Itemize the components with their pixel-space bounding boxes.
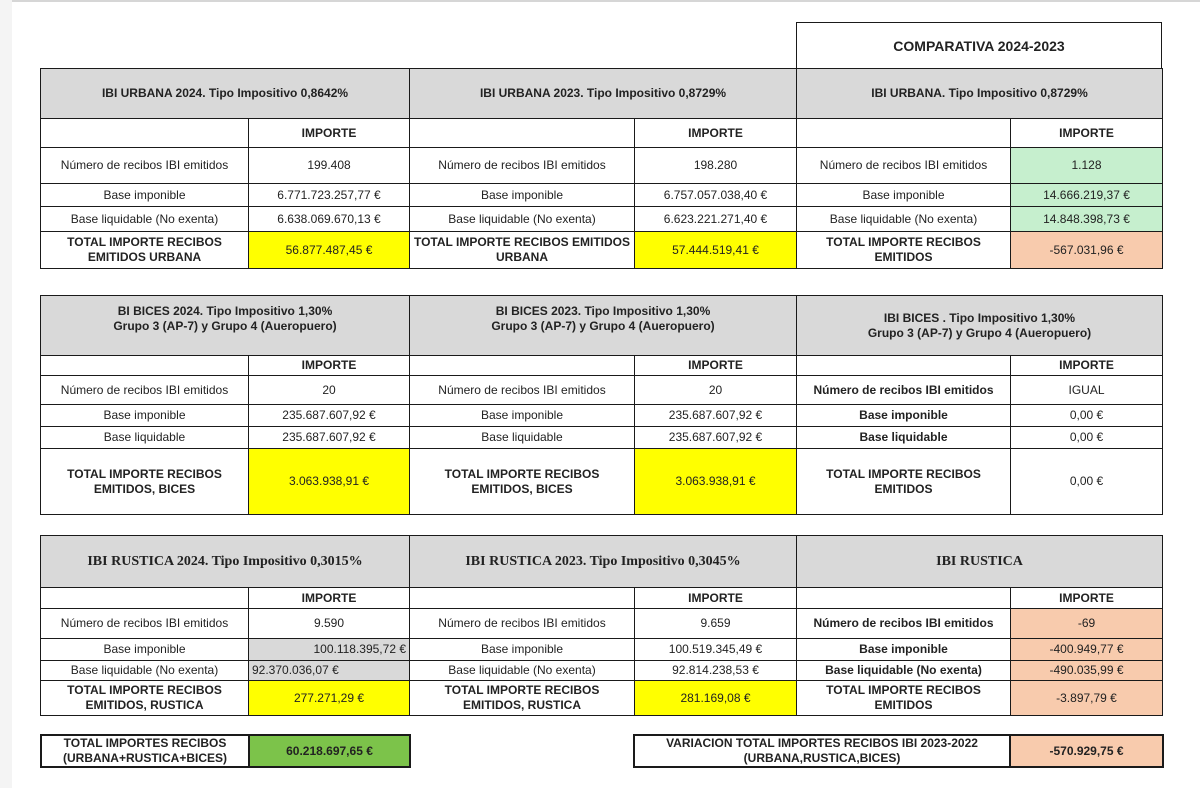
total-label: TOTAL IMPORTE RECIBOS EMITIDOS, BICES [41, 449, 249, 515]
total-value: 3.063.938,91 € [249, 449, 410, 515]
row-value: -400.949,77 € [1011, 639, 1163, 661]
table-title: IBI RUSTICA 2024. Tipo Impositivo 0,3015% [41, 536, 410, 588]
table-subtitle: Grupo 3 (AP-7) y Grupo 4 (Aueropuero) [491, 318, 715, 333]
total-value: 56.877.487,45 € [249, 232, 410, 269]
total-row [797, 232, 1163, 269]
table-title: IBI BICES . Tipo Impositivo 1,30% [883, 310, 1076, 325]
row-value: 92.814.238,53 € [635, 661, 797, 681]
total-value: -567.031,96 € [1011, 232, 1163, 269]
table-row [797, 405, 1163, 427]
comparativa-title: COMPARATIVA 2024-2023 [796, 22, 1162, 69]
column-header: IMPORTE [1011, 356, 1163, 376]
row-label: Número de recibos IBI emitidos [410, 609, 635, 639]
column-header: IMPORTE [1011, 588, 1163, 609]
row-value: 6.771.723.257,77 € [249, 184, 410, 207]
blank-cell [410, 356, 635, 376]
row-value: 235.687.607,92 € [249, 405, 410, 427]
row-value: 198.280 [635, 148, 797, 184]
total-label: TOTAL IMPORTE RECIBOS EMITIDOS, RUSTICA [410, 681, 635, 716]
blank-cell [41, 588, 249, 609]
table-row [797, 184, 1163, 207]
row-value: 92.370.036,07 € [249, 661, 410, 681]
row-label: Número de recibos IBI emitidos [410, 376, 635, 405]
total-row [797, 681, 1163, 716]
row-value: 235.687.607,92 € [635, 405, 797, 427]
total-value: 281.169,08 € [635, 681, 797, 716]
table-row [41, 639, 410, 661]
table-row [410, 639, 797, 661]
table-title: IBI URBANA. Tipo Impositivo 0,8729% [797, 69, 1163, 119]
total-row [41, 449, 410, 515]
table-row [41, 207, 410, 232]
blank-cell [797, 588, 1011, 609]
column-header: IMPORTE [249, 588, 410, 609]
row-label: Número de recibos IBI emitidos [410, 148, 635, 184]
table-row [797, 427, 1163, 449]
column-header: IMPORTE [635, 356, 797, 376]
row-value: 0,00 € [1011, 405, 1163, 427]
column-header: IMPORTE [249, 356, 410, 376]
row-label: Base liquidable [41, 427, 249, 449]
table-row [797, 148, 1163, 184]
bices-2024-table [40, 295, 410, 515]
row-label: Base liquidable (No exenta) [410, 207, 635, 232]
total-row [797, 449, 1163, 515]
row-value: IGUAL [1011, 376, 1163, 405]
blank-cell [41, 119, 249, 148]
table-row [797, 661, 1163, 681]
table-row [41, 376, 410, 405]
total-label: TOTAL IMPORTE RECIBOS EMITIDOS, RUSTICA [41, 681, 249, 716]
row-label: Base imponible [41, 405, 249, 427]
row-label: Número de recibos IBI emitidos [41, 609, 249, 639]
table-row [41, 609, 410, 639]
urbana-2023-table [409, 68, 797, 269]
row-value: 9.659 [635, 609, 797, 639]
column-header: IMPORTE [635, 119, 797, 148]
rustica-2023-table [409, 535, 797, 716]
table-row [410, 207, 797, 232]
row-label: Número de recibos IBI emitidos [797, 376, 1011, 405]
row-label: Base imponible [410, 639, 635, 661]
row-label: Base imponible [797, 405, 1011, 427]
table-row [410, 376, 797, 405]
top-divider [12, 0, 1200, 2]
total-row [41, 232, 410, 269]
rustica-2024-table [40, 535, 410, 716]
urbana-2024-table [40, 68, 410, 269]
row-value: 0,00 € [1011, 427, 1163, 449]
row-value: 9.590 [249, 609, 410, 639]
grand-total-table [40, 734, 411, 768]
total-value: 277.271,29 € [249, 681, 410, 716]
table-row [41, 427, 410, 449]
table-title: BI BICES 2023. Tipo Impositivo 1,30% [495, 303, 711, 318]
row-value: 20 [249, 376, 410, 405]
total-label: TOTAL IMPORTE RECIBOS EMITIDOS [797, 681, 1011, 716]
bices-comparativa-table [796, 295, 1163, 515]
total-row [410, 449, 797, 515]
table-row [410, 148, 797, 184]
row-label: Base liquidable (No exenta) [41, 207, 249, 232]
column-header: IMPORTE [249, 119, 410, 148]
variation-label: VARIACION TOTAL IMPORTES RECIBOS IBI 2023-2022 (URBANA,RUSTICA,BICES) [634, 735, 1010, 767]
table-title: IBI URBANA 2023. Tipo Impositivo 0,8729% [410, 69, 797, 119]
row-label: Número de recibos IBI emitidos [797, 148, 1011, 184]
row-label: Base imponible [41, 184, 249, 207]
blank-cell [41, 356, 249, 376]
column-header: IMPORTE [1011, 119, 1163, 148]
variation-value: -570.929,75 € [1010, 735, 1163, 767]
row-label: Base liquidable [410, 427, 635, 449]
total-value: 0,00 € [1011, 449, 1163, 515]
row-label: Número de recibos IBI emitidos [41, 148, 249, 184]
table-row [410, 661, 797, 681]
row-label: Base liquidable (No exenta) [410, 661, 635, 681]
row-label: Base liquidable (No exenta) [41, 661, 249, 681]
row-label: Base imponible [41, 639, 249, 661]
column-header: IMPORTE [635, 588, 797, 609]
row-label: Base imponible [797, 184, 1011, 207]
row-value: 100.519.345,49 € [635, 639, 797, 661]
table-row [797, 207, 1163, 232]
table-title: IBI RUSTICA 2023. Tipo Impositivo 0,3045% [410, 536, 797, 588]
row-label: Número de recibos IBI emitidos [41, 376, 249, 405]
row-value: 20 [635, 376, 797, 405]
table-subtitle: Grupo 3 (AP-7) y Grupo 4 (Aueropuero) [867, 325, 1092, 340]
rustica-comparativa-table [796, 535, 1163, 716]
row-label: Número de recibos IBI emitidos [797, 609, 1011, 639]
table-row [797, 376, 1163, 405]
total-label: TOTAL IMPORTE RECIBOS EMITIDOS [797, 232, 1011, 269]
row-value: -69 [1011, 609, 1163, 639]
row-value: 14.666.219,37 € [1011, 184, 1163, 207]
row-value: 235.687.607,92 € [249, 427, 410, 449]
row-value: 100.118.395,72 € [249, 639, 410, 661]
blank-cell [797, 356, 1011, 376]
row-label: Base imponible [410, 405, 635, 427]
urbana-comparativa-table [796, 68, 1163, 269]
total-row [410, 681, 797, 716]
table-row [410, 405, 797, 427]
row-value: 14.848.398,73 € [1011, 207, 1163, 232]
row-value: 199.408 [249, 148, 410, 184]
row-value: 6.757.057.038,40 € [635, 184, 797, 207]
row-label: Base liquidable (No exenta) [797, 207, 1011, 232]
table-title: BI BICES 2024. Tipo Impositivo 1,30% [117, 303, 333, 318]
variation-table [633, 734, 1164, 768]
row-label: Base liquidable [797, 427, 1011, 449]
total-value: 57.444.519,41 € [635, 232, 797, 269]
total-value: -3.897,79 € [1011, 681, 1163, 716]
page-margin [0, 0, 12, 788]
total-value: 3.063.938,91 € [635, 449, 797, 515]
row-label: Base liquidable (No exenta) [797, 661, 1011, 681]
table-row [41, 661, 410, 681]
table-row [410, 609, 797, 639]
total-row [41, 681, 410, 716]
total-label: TOTAL IMPORTE RECIBOS EMITIDOS URBANA [410, 232, 635, 269]
bices-2023-table [409, 295, 797, 515]
total-label: TOTAL IMPORTE RECIBOS EMITIDOS, BICES [410, 449, 635, 515]
row-value: 6.638.069.670,13 € [249, 207, 410, 232]
table-row [41, 405, 410, 427]
row-label: Base imponible [410, 184, 635, 207]
grand-total-value: 60.218.697,65 € [249, 735, 410, 767]
grand-total-label: TOTAL IMPORTES RECIBOS (URBANA+RUSTICA+BICES) [41, 735, 249, 767]
table-row [41, 148, 410, 184]
blank-cell [797, 119, 1011, 148]
table-row [410, 184, 797, 207]
table-row [797, 609, 1163, 639]
blank-cell [410, 588, 635, 609]
table-title: IBI URBANA 2024. Tipo Impositivo 0,8642% [41, 69, 410, 119]
row-value: 235.687.607,92 € [635, 427, 797, 449]
row-label: Base imponible [797, 639, 1011, 661]
row-value: 6.623.221.271,40 € [635, 207, 797, 232]
table-row [410, 427, 797, 449]
table-row [41, 184, 410, 207]
table-row [797, 639, 1163, 661]
total-label: TOTAL IMPORTE RECIBOS EMITIDOS [797, 449, 1011, 515]
table-subtitle: Grupo 3 (AP-7) y Grupo 4 (Aueropuero) [113, 318, 337, 333]
row-value: -490.035,99 € [1011, 661, 1163, 681]
total-row [410, 232, 797, 269]
table-title: IBI RUSTICA [797, 536, 1163, 588]
blank-cell [410, 119, 635, 148]
total-label: TOTAL IMPORTE RECIBOS EMITIDOS URBANA [41, 232, 249, 269]
row-value: 1.128 [1011, 148, 1163, 184]
